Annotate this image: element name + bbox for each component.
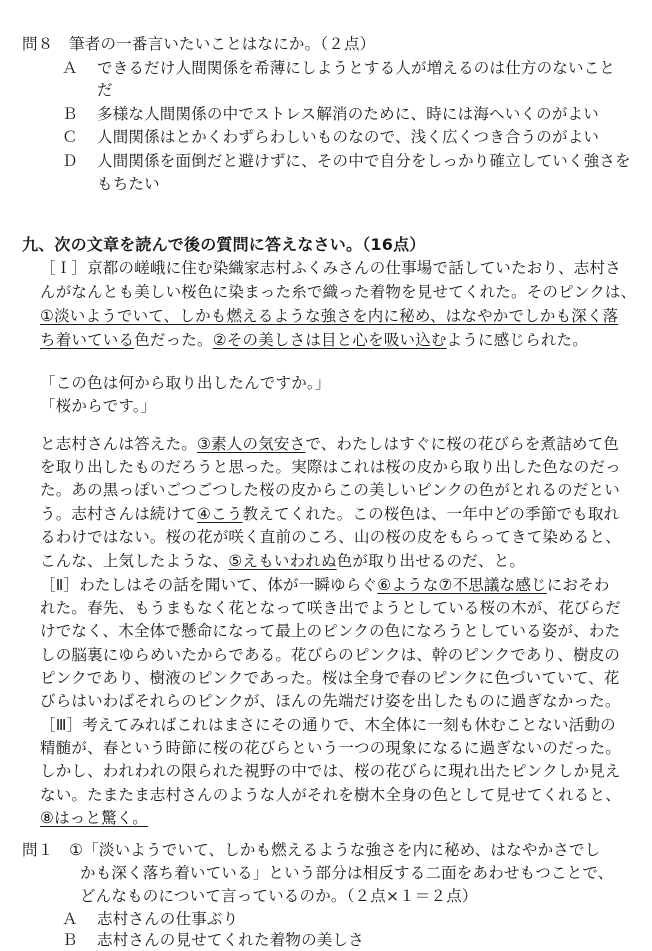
- passage-line: [40, 550, 525, 572]
- passage-text: ［Ⅱ］わたしはその話を聞いて、体が一瞬ゆらぐ: [40, 576, 378, 594]
- passage-line: ない。たまたま志村さんのような人がそれを樹木全身の色として見せてくれると、: [40, 786, 621, 804]
- q1-option-a-letter: Ａ: [62, 910, 78, 928]
- q1-option-b-text: 志村さんの見せてくれた着物の美しさ: [97, 931, 364, 949]
- passage-line: [40, 433, 619, 455]
- passage-line: けでなく、木全体で懸命になって最上のピンクの色になろうとしている姿が、わた: [40, 622, 621, 640]
- q8-option-a-text-cont: だ: [97, 81, 113, 99]
- q1-heading-cont: かも深く落ち着いている」という部分は相反する二面をあわせもつことで、: [80, 864, 614, 882]
- q1-option-b-letter: Ｂ: [62, 931, 78, 949]
- section-heading: 九、次の文章を読んで後の質問に答えなさい。（16点）: [22, 235, 426, 254]
- underlined-phrase-5: ⑤えもいわれぬ: [228, 552, 337, 570]
- underlined-phrase-1: ①淡いようでいて、しかも燃えるような強さを内に秘め、はなやかでしかも深く落: [40, 307, 619, 325]
- q8-option-d-letter: Ｄ: [62, 152, 78, 170]
- passage-text: で、わたしはすぐに桜の花びらを煮詰めて色: [305, 435, 620, 453]
- q8-option-d-text-cont: もちたい: [97, 175, 160, 193]
- underlined-phrase-1-end: ち着いている: [40, 331, 135, 349]
- q8-option-c-letter: Ｃ: [62, 128, 78, 146]
- dialogue-quote-2: 「桜からです。」: [40, 397, 157, 415]
- passage-line: 精髄が、春という時節に桜の花びらという一つの現象になるに過ぎないのだった。: [40, 739, 621, 757]
- passage-line: を取り出したものだろうと思った。実際はこれは桜の皮から取り出した色なのだっ: [40, 458, 621, 476]
- passage-text: ように感じられた。: [446, 331, 588, 349]
- passage-line: びらはいわばそれらのピンクが、ほんの先端だけ姿を出したものに過ぎなかった。: [40, 692, 621, 710]
- passage-text: 色だった。: [134, 331, 213, 349]
- passage-line: [40, 329, 588, 351]
- passage-line: しかし、われわれの限られた視野の中では、桜の花びらに現れ出たピンクしか見え: [40, 762, 621, 780]
- passage-line: るわけではない。桜の花が咲く直前のころ、山の桜の皮をもらってきて染めると、: [40, 528, 621, 546]
- passage-line: ［Ⅲ］考えてみればこれはまさにその通りで、木全体に一刻も休むことない活動の: [40, 716, 616, 734]
- passage-line: た。あの黒っぽいごつごつした桜の皮からこの美しいピンクの色がとれるのだとい: [40, 481, 620, 499]
- passage-line: [40, 574, 610, 596]
- underlined-phrase-7: ⑦不思議な感じ: [438, 576, 547, 594]
- q1-heading: 問１ ①「淡いようでいて、しかも燃えるような強さを内に秘め、はなやかさでし: [22, 841, 601, 859]
- passage-text: 教えてくれた。この桜色は、一年中どの季節でも取れ: [242, 505, 620, 523]
- underlined-phrase-2: ②その美しさは目と心を吸い込む: [212, 331, 447, 349]
- q8-option-c-text: 人間関係はとかくわずらわしいものなので、浅く広くつき合うのがよい: [97, 128, 600, 146]
- q1-option-a-text: 志村さんの仕事ぶり: [97, 910, 239, 928]
- underlined-phrase-8: ⑧はっと驚く。: [40, 809, 148, 827]
- q8-option-a-text: できるだけ人間関係を希薄にしようとする人が増えるのは仕方のないこと: [97, 59, 616, 77]
- q1-heading-cont: どんなものについて言っているのか。（２点×１＝２点）: [80, 887, 478, 905]
- passage-text: におそわ: [546, 576, 610, 594]
- passage-line: [40, 503, 619, 525]
- underlined-phrase-4: ④こう: [197, 505, 243, 523]
- q8-heading: 問８ 筆者の一番言いたいことはなにか。（２点）: [22, 35, 376, 53]
- passage-text: と志村さんは答えた。: [40, 435, 198, 453]
- underlined-phrase-3: ③素人の気安さ: [197, 435, 306, 453]
- passage-text: う。志村さんは続けて: [40, 505, 198, 523]
- passage-line: れた。春先、もうまもなく花となって咲き出でようとしている桜の木が、花びらだ: [40, 599, 621, 617]
- q8-option-a-letter: Ａ: [62, 59, 78, 77]
- q8-option-d-text: 人間関係を面倒だと避けずに、その中で自分をしっかり確立していく強さを: [97, 152, 631, 170]
- dialogue-quote-1: 「この色は何から取り出したんですか。」: [40, 374, 331, 392]
- q8-option-b-text: 多様な人間関係の中でストレス解消のために、時には海へいくのがよい: [97, 105, 599, 123]
- passage-text: 色が取り出せるのだ、と。: [336, 552, 526, 570]
- q8-option-b-letter: Ｂ: [62, 105, 78, 123]
- passage-line: ［Ｉ］京都の嵯峨に住む染織家志村ふくみさんの仕事場で話していたおり、志村さ: [40, 259, 621, 277]
- underlined-phrase-6: ⑥ような: [377, 576, 439, 594]
- passage-line: しの脳裏にゆらめいたからである。花びらのピンクは、幹のピンクであり、樹皮の: [40, 646, 621, 664]
- passage-line: ピンクであり、樹液のピンクであった。桜は全身で春のピンクに色づいていて、花: [40, 669, 620, 687]
- passage-text: こんな、上気したような、: [40, 552, 229, 570]
- passage-line: んがなんとも美しい桜色に染まった糸で織った着物を見せてくれた。そのピンクは、: [40, 283, 637, 301]
